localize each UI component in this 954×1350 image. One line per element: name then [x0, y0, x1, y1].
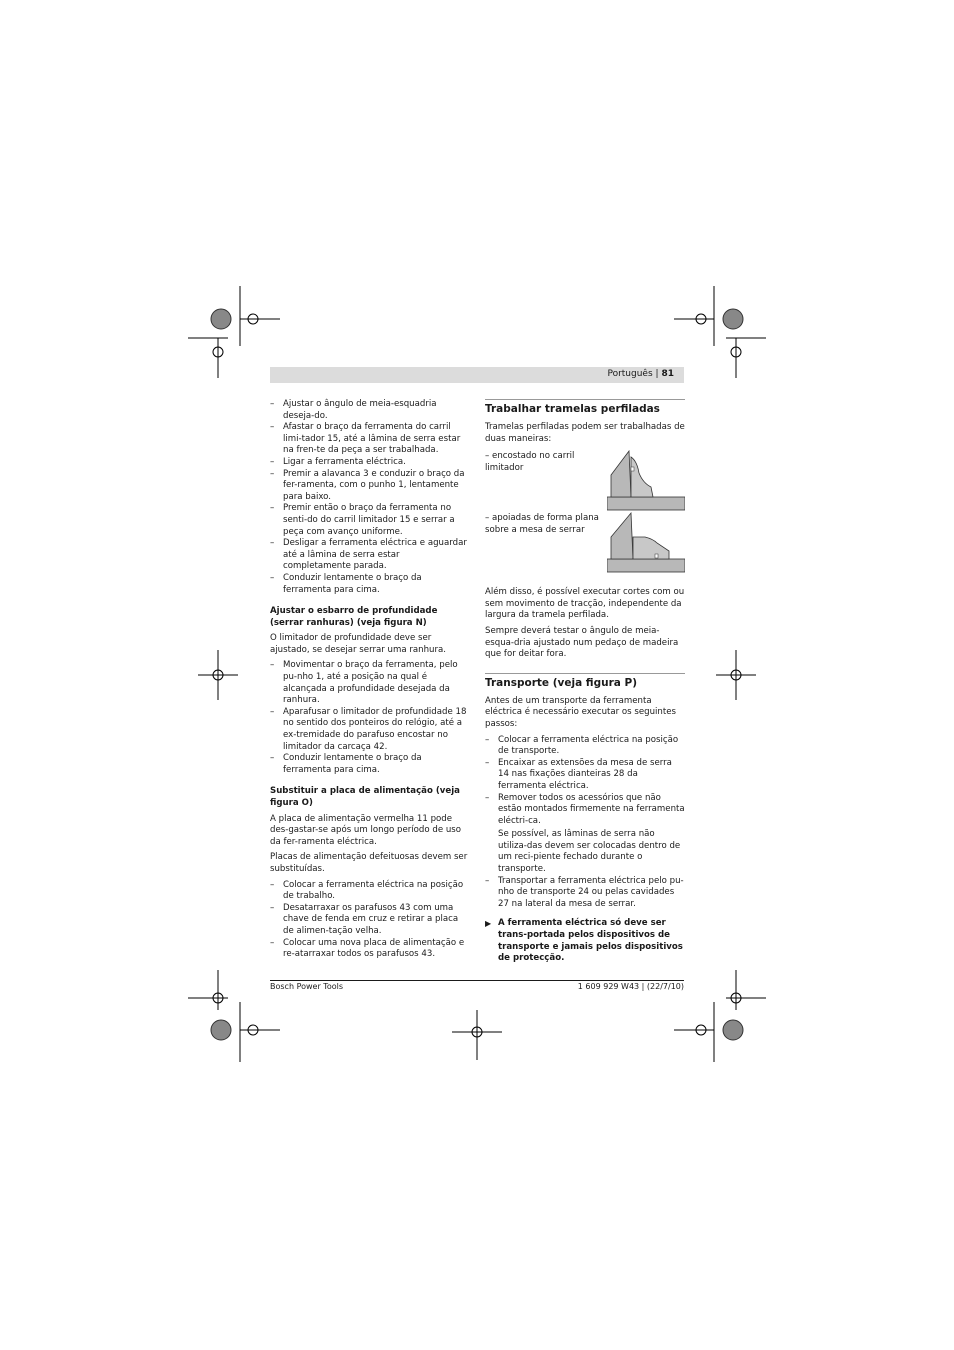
list-item: – Afastar o braço da ferramenta do carril limi-tador 15, até a lâmina de serra estar na fren-te da peça a ser trabalhada.: [270, 422, 461, 456]
insert-plate-heading: Substituir a placa de alimentação (veja figura O): [270, 786, 460, 808]
list-item: – Remover todos os acessórios que não estão montados firmemente na ferramenta eléctri-ca.: [485, 792, 685, 826]
footer-doc-number: 1 609 929 W43 | (22/7/10): [577, 982, 684, 991]
registration-mark-top-left: [188, 286, 280, 378]
registration-mark-bottom-left: [188, 970, 280, 1062]
miter-steps-list: [270, 399, 470, 596]
warning-arrow-icon: ▶: [485, 919, 492, 929]
list-item: – Premir a alavanca 3 e conduzir o braço da fer-ramenta, com o punho 1, lentamente para baixo.: [270, 468, 465, 502]
depth-steps-list: [270, 660, 470, 776]
dash-icon: –: [270, 422, 275, 433]
dash-icon: –: [270, 660, 275, 671]
depth-stop-heading: Ajustar o esbarro de profundidade (serrar ranhuras) (veja figura N): [270, 606, 438, 628]
transport-intro: Antes de um transporte da ferramenta eléctrica é necessário executar os seguintes passos:: [485, 695, 677, 729]
registration-mark-mid-right: [716, 650, 756, 700]
registration-mark-top-right: [674, 286, 766, 378]
header-language: Português: [607, 369, 653, 379]
figure-fence-position: [485, 451, 685, 511]
footer-brand: Bosch Power Tools: [270, 982, 343, 991]
profile-p2: Além disso, é possível executar cortes com ou sem movimento de tracção, independente da largura da tramela perfilada.: [485, 587, 685, 621]
list-item: – Encaixar as extensões da mesa de serra 14 nas fixações dianteiras 28 da ferramenta eléctrica.: [485, 757, 672, 791]
insert-plate-steps-list: [270, 880, 470, 961]
transport-warning: [485, 918, 685, 964]
page-number: 81: [661, 369, 674, 379]
list-item: – Desatarraxar os parafusos 43 com uma chave de fenda em cruz e retirar a placa de alimen-tação velha.: [270, 902, 459, 936]
dash-icon: –: [485, 792, 490, 803]
profile-intro: Tramelas perfiladas podem ser trabalhadas de duas maneiras:: [485, 422, 685, 444]
dash-icon: –: [270, 538, 275, 549]
figure2-label: – apoiadas de forma plana sobre a mesa de serrar: [485, 513, 599, 535]
registration-mark-bottom-right: [674, 970, 766, 1062]
profile-flat-on-table-figure: [607, 507, 685, 573]
dash-icon: –: [270, 468, 275, 479]
figure-flat-position: [485, 513, 685, 573]
insert-plate-p2: Placas de alimentação defeituosas devem ser substituídas.: [270, 852, 468, 874]
list-item: – Conduzir lentamente o braço da ferramenta para cima.: [270, 753, 422, 775]
dash-icon: –: [270, 572, 275, 583]
dash-icon: –: [270, 456, 275, 467]
dash-icon: –: [485, 875, 490, 886]
transport-section-heading: Transporte (veja figura P): [485, 673, 685, 690]
list-item: – Conduzir lentamente o braço da ferramenta para cima.: [270, 572, 422, 595]
depth-stop-intro: O limitador de profundidade deve ser ajustado, se desejar serrar uma ranhura.: [270, 633, 447, 655]
dash-icon: –: [270, 753, 275, 764]
list-item: – Colocar uma nova placa de alimentação e re-atarraxar todos os parafusos 43.: [270, 937, 465, 960]
registration-mark-bottom-center: [452, 1010, 502, 1060]
profile-against-fence-figure: [607, 445, 685, 511]
dash-icon: –: [270, 879, 275, 890]
page-header: [607, 369, 674, 379]
list-item: – Movimentar o braço da ferramenta, pelo pu-nho 1, até a posição na qual é alcançada a profundidade desejada da ranhura.: [270, 660, 458, 706]
list-item: – Ajustar o ângulo de meia-esquadria deseja-do.: [270, 399, 437, 421]
warning-text: A ferramenta eléctrica só deve ser trans-portada pelos dispositivos de transporte e jamais pelos dispositivos de protecção.: [498, 918, 683, 964]
dash-icon: –: [485, 734, 490, 745]
page-header-bar: [270, 367, 684, 383]
dash-icon: –: [270, 937, 275, 948]
figure1-label: – encostado no carril limitador: [485, 451, 575, 473]
footer-rule: [270, 980, 684, 981]
list-item: – Colocar a ferramenta eléctrica na posição de transporte.: [485, 734, 679, 757]
right-column: [485, 399, 685, 965]
dash-icon: –: [270, 399, 275, 409]
list-item-note: Se possível, as lâminas de serra não utiliza-das devem ser colocadas dentro de um reci-piente fechado durante o transporte.: [498, 829, 681, 875]
insert-plate-p1: A placa de alimentação vermelha 11 pode des-gastar-se após um longo período de uso da fer-ramenta eléctrica.: [270, 813, 462, 847]
header-separator: |: [655, 369, 659, 379]
transport-steps-list: [485, 735, 685, 911]
list-item: – Premir então o braço da ferramenta no senti-do do carril limitador 15 e serrar a peça com avanço uniforme.: [270, 503, 455, 537]
dash-icon: –: [270, 902, 275, 913]
profile-section-heading: Trabalhar tramelas perfiladas: [485, 399, 685, 416]
dash-icon: –: [270, 503, 275, 514]
list-item: – Aparafusar o limitador de profundidade 18 no sentido dos ponteiros do relógio, até a ex-tremidade do parafuso encostar no limitador da carcaça 42.: [270, 706, 467, 752]
left-column: [270, 399, 470, 961]
dash-icon: –: [270, 706, 275, 717]
dash-icon: –: [485, 757, 490, 768]
registration-mark-mid-left: [198, 650, 238, 700]
list-item: – Colocar a ferramenta eléctrica na posição de trabalho.: [270, 879, 464, 902]
list-item: – Transportar a ferramenta eléctrica pelo pu-nho de transporte 24 ou pelas cavidades 27 na lateral da mesa de serrar.: [485, 875, 684, 909]
profile-p3: Sempre deverá testar o ângulo de meia-esqua-dria ajustado num pedaço de madeira que for deitar fora.: [485, 625, 679, 660]
list-item: – Ligar a ferramenta eléctrica.: [270, 456, 406, 467]
list-item: – Desligar a ferramenta eléctrica e aguardar até a lâmina de serra estar completamente parada.: [270, 538, 467, 572]
